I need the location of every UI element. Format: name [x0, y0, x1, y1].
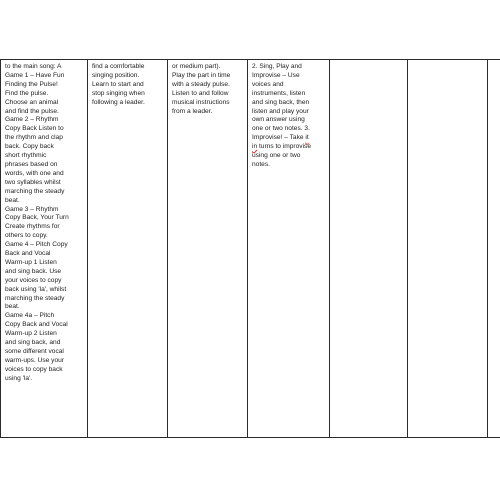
- table-cell-empty: [330, 60, 408, 438]
- table-row: [1, 60, 500, 438]
- table-cell-empty: [488, 60, 500, 438]
- spellcheck-underlined-word: in: [252, 143, 258, 151]
- spellcheck-underlined-word: it: [305, 134, 309, 142]
- table-cell-improvise: [248, 60, 330, 438]
- table-cell-empty: [408, 60, 488, 438]
- cell-text: to the main song: A Game 1 – Have Fun Finding the Pulse! Find the pulse. Choose an animal and find the pulse. Game 2 – Rhythm Copy Back Listen to the rhythm and clap back. Copy back short rhythmic phrases based on words, with one and two syllables whilst marching the steady beat. Game 3 – Rhythm Copy Back, Your Turn Create rhythms for others to copy. Game 4 – Pitch Copy Back and Vocal Warm-up 1 Listen and sing back. Use your voices to copy back using 'la', whilst marching the steady beat. Game 4a – Pitch Copy Back and Vocal Warm-up 2 Listen and sing back, and some different vocal warm-ups. Use your voices to copy back using 'la'.: [5, 63, 69, 382]
- text-segment: turns to improvise using one or two notes.: [252, 143, 312, 168]
- cell-text: or medium part). Play the part in time with a steady pulse. Listen to and follow musical instructions from a leader.: [172, 63, 231, 115]
- text-segment: 2. Sing, Play and Improvise – Use voices and instruments, listen and sing back, then listen and play your own answer using one or two notes. 3. Improvise! – Take: [252, 63, 310, 142]
- cell-text: find a comfortable singing position. Learn to start and stop singing when following a leader.: [92, 63, 145, 106]
- table-cell-singing: [88, 60, 168, 438]
- cell-text: [252, 63, 326, 170]
- table-cell-playing: [168, 60, 248, 438]
- table-cell-games: [1, 60, 88, 438]
- lesson-plan-table: [0, 59, 500, 438]
